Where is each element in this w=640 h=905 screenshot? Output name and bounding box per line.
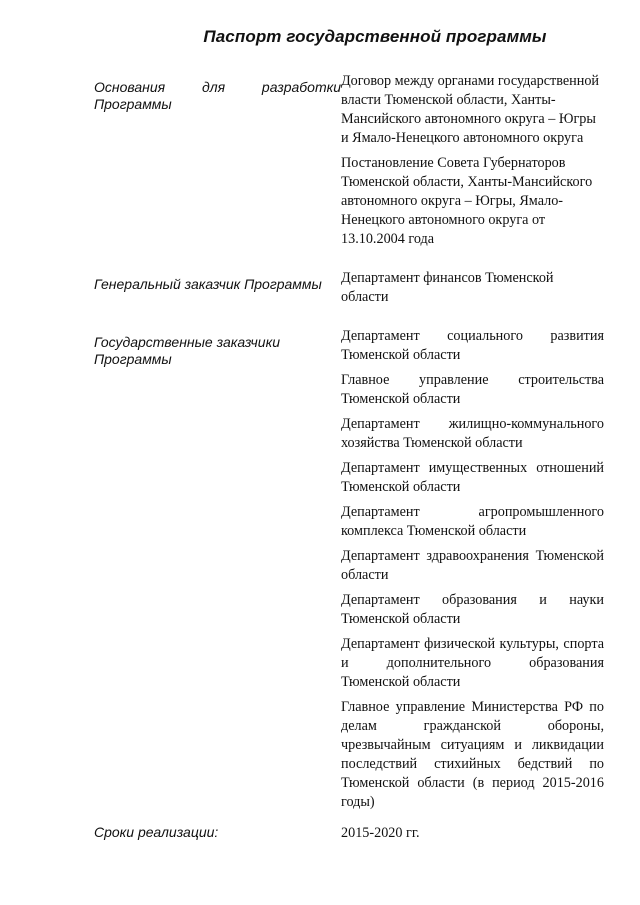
row-label-state-customers: Государственные заказчики Программы xyxy=(94,334,280,367)
basis-item: Договор между органами государственной власти Тюменской области, Ханты-Мансийского автономного округа – Югры и Ямало-Ненецкого автономного округа xyxy=(341,73,600,146)
row-label-timeframe: Сроки реализации: xyxy=(94,824,219,840)
passport-row-general-customer xyxy=(94,269,604,313)
row-values-timeframe xyxy=(341,824,604,849)
row-values-basis xyxy=(341,72,604,255)
general-customer-item: Департамент финансов Тюменской области xyxy=(341,270,554,305)
state-customer-item: Главное управление строительства Тюменской области xyxy=(341,372,604,407)
program-passport-table xyxy=(94,72,604,849)
state-customer-item: Департамент образования и науки Тюменской области xyxy=(341,592,604,627)
state-customer-item: Департамент физической культуры, спорта и дополнительного образования Тюменской области xyxy=(341,636,604,690)
passport-row-basis xyxy=(94,72,604,255)
state-customer-item: Департамент жилищно-коммунального хозяйства Тюменской области xyxy=(341,416,604,451)
timeframe-value: 2015-2020 гг. xyxy=(341,825,420,841)
page-title: Паспорт государственной программы xyxy=(203,27,547,46)
row-values-general-customer xyxy=(341,269,604,313)
row-label-general-customer: Генеральный заказчик Программы xyxy=(94,276,322,292)
state-customer-item: Департамент агропромышленного комплекса Тюменской области xyxy=(341,504,604,539)
row-values-state-customers xyxy=(341,327,604,818)
state-customer-item: Департамент социального развития Тюменской области xyxy=(341,328,604,363)
basis-item: Постановление Совета Губернаторов Тюменской области, Ханты-Мансийского автономного округа – Югры, Ямало-Ненецкого автономного округа от 13.10.2004 года xyxy=(341,155,593,247)
state-customer-item: Главное управление Министерства РФ по делам гражданской обороны, чрезвычайным ситуациям и ликвидации последствий стихийных бедствий по Тюменской области (в период 2015-2016 годы) xyxy=(341,699,604,810)
passport-row-timeframe xyxy=(94,824,604,849)
state-customer-item: Департамент имущественных отношений Тюменской области xyxy=(341,460,604,495)
passport-row-state-customers xyxy=(94,327,604,818)
state-customer-item: Департамент здравоохранения Тюменской области xyxy=(341,548,604,583)
row-label-basis: Основания для разработки Программы xyxy=(94,79,341,112)
